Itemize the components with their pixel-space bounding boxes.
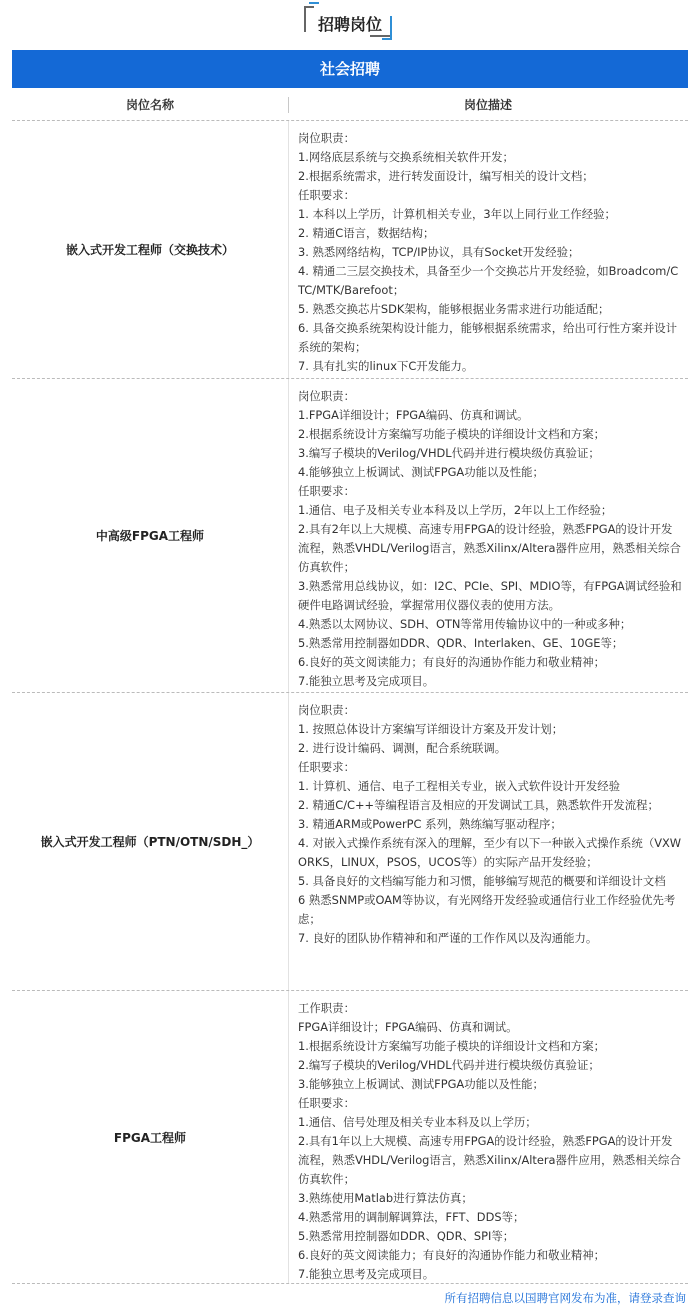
job-description-line: 3. 精通ARM或PowerPC 系列，熟练编写驱动程序； [298, 817, 562, 831]
job-description-line: 2.具有2年以上大规模、高速专用FPGA的设计经验，熟悉FPGA的设计开发流程，熟悉VHDL/Verilog语言，熟悉Xilinx/Altera器件应用，熟悉相关综合仿真软件； [298, 522, 681, 574]
job-description-line: 岗位职责： [298, 131, 355, 145]
table-header [12, 90, 688, 121]
job-description-line: 7. 具有扎实的linux下C开发能力。 [298, 359, 474, 373]
job-description [298, 387, 682, 691]
page-title: 招聘岗位 [317, 15, 382, 34]
job-description-line: FPGA详细设计；FPGA编码、仿真和调试。 [298, 1020, 518, 1034]
job-description-line: 3.熟悉常用总线协议，如：I2C、PCIe、SPI、MDIO等，有FPGA调试经验和硬件电路调试经验，掌握常用仪器仪表的使用方法。 [298, 579, 682, 612]
job-description-line: 2.根据系统设计方案编写功能子模块的详细设计文档和方案； [298, 427, 606, 441]
job-description-line: 1.通信、电子及相关专业本科及以上学历，2年以上工作经验； [298, 503, 613, 517]
job-name: FPGA工程师 [113, 1130, 187, 1145]
job-name: 嵌入式开发工程师（PTN/OTN/SDH_） [40, 835, 260, 849]
job-description-line: 4. 精通二三层交换技术，具备至少一个交换芯片开发经验，如Broadcom/CTC/MTK/Barefoot； [298, 264, 679, 297]
job-description-line: 3. 熟悉网络结构，TCP/IP协议，具有Socket开发经验； [298, 245, 580, 259]
job-description [298, 701, 682, 948]
job-description-line: 2.具有1年以上大规模、高速专用FPGA的设计经验，熟悉FPGA的设计开发流程，熟悉VHDL/Verilog语言，熟悉Xilinx/Altera器件应用，熟悉相关综合仿真软件； [298, 1134, 681, 1186]
job-description-line: 2. 精通C/C++等编程语言及相应的开发调试工具，熟悉软件开发流程； [298, 798, 659, 812]
job-description-line: 7. 良好的团队协作精神和和严谨的工作作风以及沟通能力。 [298, 931, 598, 945]
column-divider [288, 379, 289, 692]
job-description-line: 任职要求： [298, 760, 355, 774]
header-job-name: 岗位名称 [125, 98, 174, 112]
job-description-line: 1. 按照总体设计方案编写详细设计方案及开发计划； [298, 722, 564, 736]
job-name: 中高级FPGA工程师 [95, 529, 205, 543]
job-description-line: 7.能独立思考及完成项目。 [298, 1267, 435, 1281]
job-description [298, 129, 682, 376]
job-description-line: 5. 熟悉交换芯片SDK架构，能够根据业务需求进行功能适配； [298, 302, 610, 316]
job-name: 嵌入式开发工程师（交换技术） [65, 243, 234, 257]
job-description-line: 工作职责： [298, 1001, 355, 1015]
job-description-line: 5.熟悉常用控制器如DDR、QDR、SPI等； [298, 1229, 515, 1243]
job-description-line: 1.网络底层系统与交换系统相关软件开发； [298, 150, 514, 164]
header-job-description: 岗位描述 [463, 98, 512, 112]
job-description-line: 3.能够独立上板调试、测试FPGA功能以及性能； [298, 1077, 544, 1091]
footer-note-link[interactable]: 所有招聘信息以国聘官网发布为准，请登录查询 [444, 1291, 686, 1305]
social-recruitment-banner: 社会招聘 [12, 50, 688, 88]
job-description-line: 任职要求： [298, 484, 355, 498]
job-description-line: 4.能够独立上板调试、测试FPGA功能以及性能； [298, 465, 544, 479]
job-description [298, 999, 682, 1284]
job-description-line: 4.熟悉常用的调制解调算法，FFT、DDS等； [298, 1210, 525, 1224]
job-description-line: 4. 对嵌入式操作系统有深入的理解，至少有以下一种嵌入式操作系统（VXWORKS，LINUX，PSOS，UCOS等）的实际产品开发经验； [298, 836, 682, 869]
page-title-block [0, 0, 700, 46]
job-description-line: 6.良好的英文阅读能力；有良好的沟通协作能力和敬业精神； [298, 655, 606, 669]
job-description-line: 5. 具备良好的文档编写能力和习惯，能够编写规范的概要和详细设计文档 [298, 874, 666, 888]
job-row [12, 991, 688, 1284]
job-row [12, 121, 688, 379]
job-description-line: 7.能独立思考及完成项目。 [298, 674, 435, 688]
job-description-line: 6 熟悉SNMP或OAM等协议，有光网络开发经验或通信行业工作经验优先考虑； [298, 893, 676, 926]
job-row [12, 693, 688, 991]
job-description-line: 岗位职责： [298, 703, 355, 717]
job-description-line: 岗位职责： [298, 389, 355, 403]
job-description-line: 5.熟悉常用控制器如DDR、QDR、Interlaken、GE、10GE等； [298, 636, 624, 650]
title-bracket-left-accent [309, 2, 319, 5]
column-divider [288, 991, 289, 1283]
job-description-line: 6. 具备交换系统架构设计能力，能够根据系统需求，给出可行性方案并设计系统的架构； [298, 321, 677, 354]
job-description-line: 3.编写子模块的Verilog/VHDL代码并进行模块级仿真验证； [298, 446, 600, 460]
job-description-line: 2.编写子模块的Verilog/VHDL代码并进行模块级仿真验证； [298, 1058, 600, 1072]
job-description-line: 任职要求： [298, 188, 355, 202]
column-divider [288, 693, 289, 990]
job-description-line: 任职要求： [298, 1096, 355, 1110]
job-description-line: 1.根据系统设计方案编写功能子模块的详细设计文档和方案； [298, 1039, 606, 1053]
column-divider [288, 121, 289, 378]
job-description-line: 1. 本科以上学历，计算机相关专业，3年以上同行业工作经验； [298, 207, 616, 221]
job-row [12, 379, 688, 693]
job-description-line: 4.熟悉以太网协议、SDH、OTN等常用传输协议中的一种或多种； [298, 617, 632, 631]
job-description-line: 3.熟练使用Matlab进行算法仿真； [298, 1191, 473, 1205]
job-description-line: 1.通信、信号处理及相关专业本科及以上学历； [298, 1115, 537, 1129]
job-description-line: 2. 进行设计编码、调测，配合系统联调。 [298, 741, 507, 755]
title-bracket-right-accent [370, 35, 390, 37]
job-description-line: 1.FPGA详细设计；FPGA编码、仿真和调试。 [298, 408, 529, 422]
job-description-line: 2. 精通C语言，数据结构； [298, 226, 435, 240]
job-description-line: 2.根据系统需求，进行转发面设计，编写相关的设计文档； [298, 169, 594, 183]
job-description-line: 6.良好的英文阅读能力；有良好的沟通协作能力和敬业精神； [298, 1248, 606, 1262]
job-description-line: 1. 计算机、通信、电子工程相关专业，嵌入式软件设计开发经验 [298, 779, 621, 793]
